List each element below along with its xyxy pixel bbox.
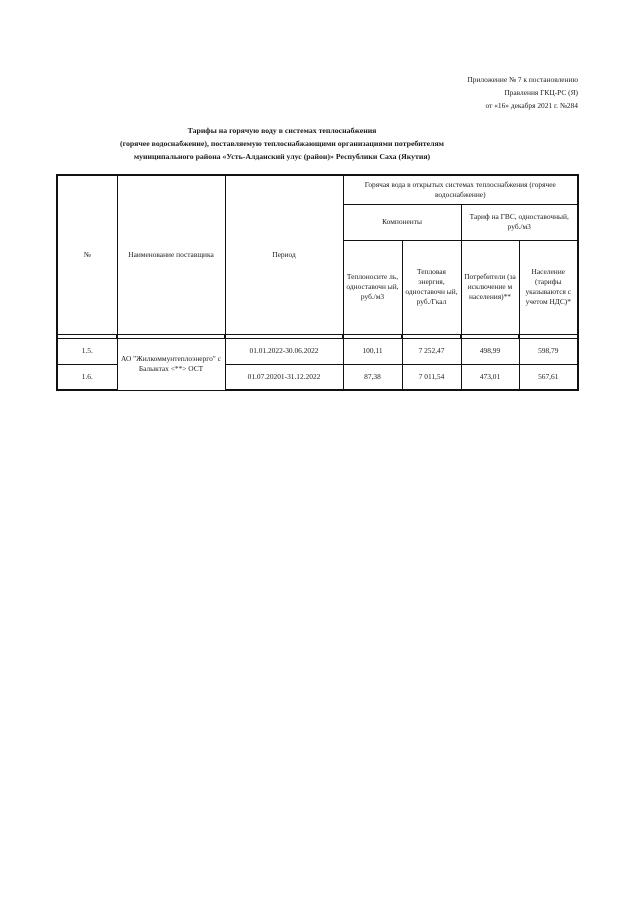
tariff-table	[56, 174, 579, 391]
appendix-line: Приложение № 7 к постановлению	[467, 75, 578, 84]
row-population: 567,61	[519, 364, 578, 390]
row-number: 1.5.	[57, 338, 117, 364]
table-row	[57, 338, 578, 364]
row-period: 01.01.2022-30.06.2022	[225, 338, 343, 364]
row-consumers: 473,01	[461, 364, 519, 390]
header-period: Период	[225, 175, 343, 334]
header-population: Население (тарифы указываются с учетом НДС)*	[519, 240, 578, 334]
header-tariff: Тариф на ГВС, одноставочный, руб./м3	[461, 204, 578, 240]
header-number: №	[57, 175, 117, 334]
row-number: 1.6.	[57, 364, 117, 390]
document-title	[62, 124, 502, 163]
header-consumers: Потребители (за исключение м населения)**	[461, 240, 519, 334]
title-line: (горячее водоснабжение), поставляемую теплоснабжающими организациями потребителям	[120, 139, 444, 148]
header-hot-water-group: Горячая вода в открытых системах теплоснабжения (горячее водоснабжение)	[343, 175, 578, 204]
title-line: Тарифы на горячую воду в системах теплоснабжения	[187, 126, 377, 135]
supplier-name: АО "Жилкоммунтеплоэнерго" с Балыктах <**> ОСТ	[117, 338, 225, 390]
title-line: муниципального района «Усть-Алданский улус (район)» Республики Саха (Якутия)	[133, 152, 431, 161]
row-heat-energy: 7 011,54	[402, 364, 461, 390]
row-period: 01.07.20201-31.12.2022	[225, 364, 343, 390]
appendix-line: Правления ГКЦ-РС (Я)	[504, 88, 578, 97]
row-consumers: 498,99	[461, 338, 519, 364]
row-population: 598,79	[519, 338, 578, 364]
header-components: Компоненты	[343, 204, 461, 240]
header-heat-carrier: Теплоносите ль, одноставочн ый, руб./м3	[343, 240, 402, 334]
row-heat-carrier: 100,11	[343, 338, 402, 364]
row-heat-energy: 7 252,47	[402, 338, 461, 364]
row-heat-carrier: 87,38	[343, 364, 402, 390]
header-supplier: Наименование поставщика	[117, 175, 225, 334]
appendix-line: от «16» декабря 2021 г. №284	[485, 101, 578, 110]
appendix-note	[338, 73, 578, 112]
header-heat-energy: Тепловая энергия, одноставочн ый, руб./Гкал	[402, 240, 461, 334]
